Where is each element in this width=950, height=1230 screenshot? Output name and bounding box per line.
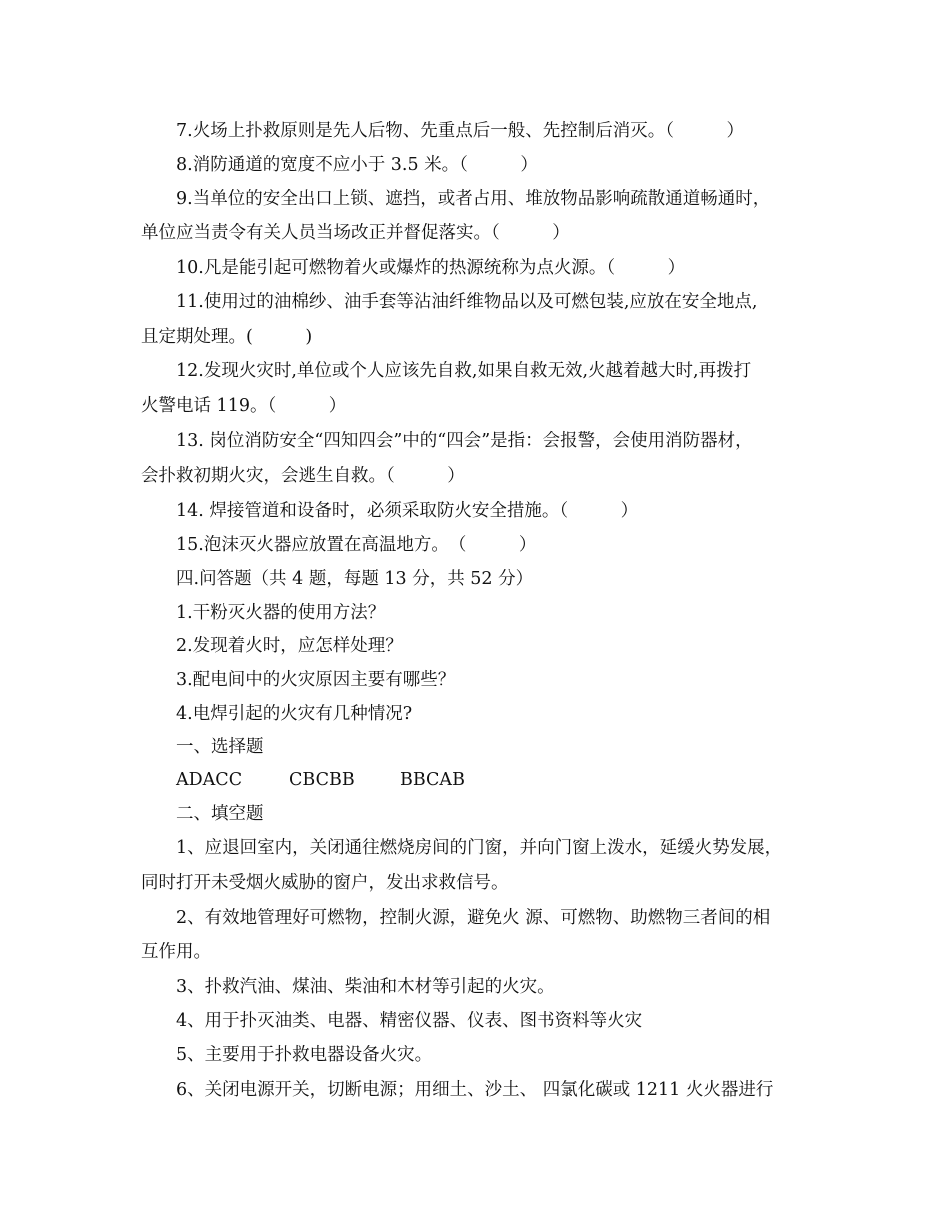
- question-13-line-1: 13. 岗位消防安全“四知四会”中的“四会”是指：会报警，会使用消防器材，: [176, 431, 753, 451]
- question-7: 7.火场上扑救原则是先人后物、先重点后一般、先控制后消灭。（ ）: [176, 121, 744, 141]
- fill-answer-6: 6、关闭电源开关，切断电源；用细土、沙土、 四氯化碳或 1211 火火器进行: [176, 1080, 774, 1100]
- section-heading-qa: 四.问答题（共 4 题，每题 13 分，共 52 分）: [176, 569, 534, 589]
- question-12-line-1: 12.发现火灾时,单位或个人应该先自救,如果自救无效,火越着越大时,再拨打: [176, 361, 752, 381]
- fill-answer-1-line-1: 1、应退回室内，关闭通往燃烧房间的门窗，并向门窗上泼水，延缓火势发展，: [176, 838, 783, 858]
- choice-answer-group-3: BBCAB: [400, 770, 465, 790]
- choice-answer-group-2: CBCBB: [289, 770, 355, 790]
- qa-question-3: 3.配电间中的火灾原因主要有哪些？: [176, 670, 456, 690]
- question-15: 15.泡沫灭火器应放置在高温地方。 （ ）: [176, 535, 537, 555]
- question-12-line-2: 火警电话 119。（ ）: [141, 396, 347, 416]
- question-8: 8.消防通道的宽度不应小于 3.5 米。（ ）: [176, 155, 538, 175]
- question-11-line-2: 且定期处理。( ): [141, 327, 313, 347]
- question-9-line-1: 9.当单位的安全出口上锁、遮挡，或者占用、堆放物品影响疏散通道畅通时，: [176, 189, 771, 209]
- fill-answer-2-line-2: 互作用。: [141, 942, 211, 962]
- qa-question-4: 4.电焊引起的火灾有几种情况?: [176, 704, 413, 724]
- fill-answer-5: 5、主要用于扑救电器设备火灾。: [176, 1045, 433, 1065]
- fill-answer-3: 3、扑救汽油、煤油、柴油和木材等引起的火灾。: [176, 977, 555, 997]
- question-11-line-1: 11.使用过的油棉纱、油手套等沾油纤维物品以及可燃包装,应放在安全地点,: [176, 292, 758, 312]
- fill-answer-2-line-1: 2、有效地管理好可燃物，控制火源，避免火 源、可燃物、助燃物三者间的相: [176, 908, 771, 928]
- fill-answer-4: 4、用于扑灭油类、电器、精密仪器、仪表、图书资料等火灾: [176, 1011, 643, 1031]
- question-10: 10.凡是能引起可燃物着火或爆炸的热源统称为点火源。（ ）: [176, 258, 686, 278]
- qa-question-2: 2.发现着火时，应怎样处理？: [176, 636, 403, 656]
- answer-heading-fill: 二、填空题: [176, 804, 264, 824]
- qa-question-1: 1.干粉灭火器的使用方法？: [176, 603, 386, 623]
- question-9-line-2: 单位应当责令有关人员当场改正并督促落实。（ ）: [141, 223, 570, 243]
- question-13-line-2: 会扑救初期火灾，会逃生自救。（ ）: [141, 466, 465, 486]
- answer-heading-choice: 一、选择题: [176, 737, 264, 757]
- question-14: 14. 焊接管道和设备时，必须采取防火安全措施。（ ）: [176, 501, 639, 521]
- fill-answer-1-line-2: 同时打开未受烟火威胁的窗户，发出求救信号。: [141, 873, 509, 893]
- choice-answer-group-1: ADACC: [176, 770, 243, 790]
